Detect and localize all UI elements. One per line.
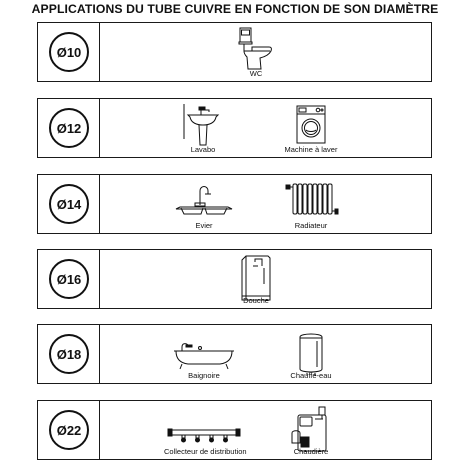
diameter-badge: Ø18 [49,334,89,374]
diameter-row-16 [37,249,432,309]
boiler-icon [286,405,336,453]
radiator-icon [281,179,341,223]
water-heater-icon [291,329,331,377]
diameter-badge: Ø12 [49,108,89,148]
application-label: Collecteur de distribution [164,447,247,456]
shower-icon [236,254,276,302]
washing-machine-icon [291,103,331,147]
diameter-badge: Ø22 [49,410,89,450]
application-label: Douche [243,296,269,305]
diameter-badge: Ø14 [49,184,89,224]
diameter-row-10 [37,22,432,82]
toilet-icon [236,27,276,71]
diameter-badge: Ø10 [49,32,89,72]
sink-icon [174,179,234,223]
application-label: Chaudière [293,447,329,456]
manifold-icon [164,405,244,449]
washbasin-icon [183,103,223,147]
application-label: Evier [195,221,213,230]
application-label: Machine à laver [284,145,338,154]
page-title: APPLICATIONS DU TUBE CUIVRE EN FONCTION DE SON DIAMÈTRE [31,2,439,16]
application-label: Lavabo [190,145,216,154]
diameter-badge: Ø16 [49,259,89,299]
application-label: Radiateur [294,221,328,230]
application-label: Chauffe-eau [290,371,332,380]
diameter-row-12 [37,98,432,158]
application-label: Baignoire [188,371,220,380]
diameter-row-14 [37,174,432,234]
bathtub-icon [172,329,236,373]
application-label: WC [249,69,263,78]
diameter-row-22 [37,400,432,460]
diameter-row-18 [37,324,432,384]
